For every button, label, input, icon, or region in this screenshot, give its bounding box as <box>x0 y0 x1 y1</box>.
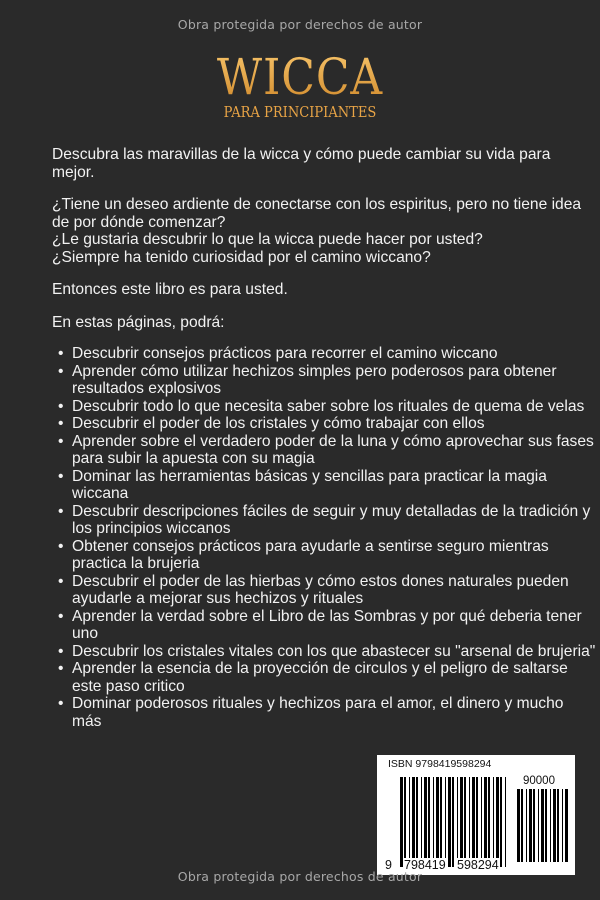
barcode-bar <box>404 777 406 867</box>
questions-paragraph <box>52 196 597 266</box>
barcode-bar <box>409 777 410 867</box>
list-item-text: Descubrir los cristales vitales con los que abastecer su "arsenal de brujeria" <box>72 642 596 660</box>
copyright-watermark-top: Obra protegida por derechos de autor <box>177 17 423 32</box>
bullet-icon: • <box>58 397 64 415</box>
barcode-bar <box>545 789 547 862</box>
list-item-text: Aprender cómo utilizar hechizos simples pero poderosos para obtener resultados explosivos <box>72 362 557 397</box>
barcode-bar <box>452 777 454 867</box>
barcode-bar <box>562 789 563 862</box>
list-item <box>52 538 597 573</box>
list-item-text: Descubrir el poder de los cristales y cómo trabajar con ellos <box>72 415 485 432</box>
list-item <box>52 468 597 503</box>
list-item-text: Descubrir descripciones fáciles de seguir y muy detalladas de la tradición y los principios wiccanos <box>72 502 591 537</box>
barcode-bar <box>445 777 446 867</box>
list-item <box>52 573 597 608</box>
barcode-bar <box>460 777 463 867</box>
barcode-digit-first: 9 <box>385 858 392 872</box>
list-item-text: Descubrir todo lo que necesita saber sobre los rituales de quema de velas <box>72 397 585 415</box>
list-intro: En estas páginas, podrá: <box>52 313 225 331</box>
barcode-bar <box>400 777 403 867</box>
bullet-icon: • <box>58 467 64 485</box>
price-code: 90000 <box>523 775 555 787</box>
list-item <box>52 345 597 363</box>
list-item-text: Obtener consejos prácticos para ayudarle a sentirse seguro mientras practica la brujeria <box>72 537 549 572</box>
barcode-bar <box>433 777 434 867</box>
barcode-bar <box>541 789 544 862</box>
list-item-text: Aprender la verdad sobre el Libro de las Sombras y por qué deberia tener uno <box>72 607 582 642</box>
barcode-bar <box>421 777 422 867</box>
barcode-bar <box>424 777 427 867</box>
list-item-text: Descubrir el poder de las hierbas y cómo estos dones naturales pueden ayudarle a mejorar sus hechizos y rituales <box>72 572 569 607</box>
barcode-bar <box>557 789 559 862</box>
book-title: WICCA <box>36 50 564 104</box>
bullet-icon: • <box>58 660 64 677</box>
list-item-text: Aprender la esencia de la proyección de circulos y el peligro de saltarse este paso critico <box>72 660 568 695</box>
bullet-icon: • <box>58 502 64 520</box>
barcode-bar <box>476 777 478 867</box>
barcode-bar <box>526 789 527 862</box>
barcode-bar <box>521 789 523 862</box>
barcode-bar <box>448 777 451 867</box>
barcode-bar <box>484 777 487 867</box>
intro-paragraph: Descubra las maravillas de la wicca y cómo puede cambiar su vida para mejor. <box>52 146 551 181</box>
barcode-bars <box>377 755 575 875</box>
back-cover-text <box>52 146 597 730</box>
list-item <box>52 643 597 661</box>
book-subtitle: PARA PRINCIPIANTES <box>223 105 377 121</box>
list-item <box>52 695 597 730</box>
bullet-icon: • <box>58 695 64 712</box>
question-line: ¿Siempre ha tenido curiosidad por el camino wiccano? <box>52 248 431 266</box>
list-item <box>52 415 597 433</box>
barcode-bar <box>472 777 475 867</box>
barcode-bar <box>533 789 535 862</box>
barcode-bar <box>440 777 442 867</box>
barcode-bar <box>436 777 439 867</box>
barcode-bar <box>550 789 551 862</box>
bullet-icon: • <box>58 362 64 380</box>
barcode-bar <box>481 777 482 867</box>
bullet-icon: • <box>58 607 64 625</box>
isbn-barcode <box>377 755 575 875</box>
list-item-text: Aprender sobre el verdadero poder de la luna y cómo aprovechar sus fases para subir la apuesta con su magia <box>72 432 594 467</box>
barcode-bar <box>488 777 490 867</box>
barcode-bar <box>416 777 418 867</box>
barcode-bar <box>553 789 556 862</box>
barcode-digits-group2: 598294 <box>457 858 499 872</box>
barcode-bar <box>565 789 568 862</box>
list-item <box>52 660 597 695</box>
barcode-bar <box>517 789 520 862</box>
list-item-text: Dominar las herramientas básicas y sencillas para practicar la magia wiccana <box>72 467 547 502</box>
list-item <box>52 433 597 468</box>
isbn-label: ISBN 9798419598294 <box>388 758 492 770</box>
bullet-icon: • <box>58 572 64 590</box>
barcode-bar <box>538 789 539 862</box>
barcode-bar <box>500 777 502 867</box>
barcode-bar <box>505 777 506 867</box>
list-item <box>52 363 597 398</box>
bullet-icon: • <box>58 642 64 660</box>
barcode-bar <box>496 777 499 867</box>
list-item <box>52 398 597 416</box>
list-item <box>52 503 597 538</box>
question-line: ¿Le gustaria descubrir lo que la wicca puede hacer por usted? <box>52 231 483 248</box>
barcode-bar <box>457 777 458 867</box>
list-item-text: Dominar poderosos rituales y hechizos para el amor, el dinero y mucho más <box>72 695 564 730</box>
bullet-icon: • <box>58 432 64 450</box>
bullet-icon: • <box>58 537 64 555</box>
benefits-list <box>52 345 597 730</box>
question-line: ¿Tiene un deseo ardiente de conectarse con los espiritus, pero no tiene idea de por dónde comenzar? <box>52 196 582 231</box>
barcode-bar <box>428 777 430 867</box>
barcode-bar <box>469 777 470 867</box>
barcode-bar <box>529 789 532 862</box>
bullet-icon: • <box>58 345 64 362</box>
barcode-bar <box>464 777 466 867</box>
barcode-bar <box>412 777 415 867</box>
barcode-bar <box>493 777 494 867</box>
list-item <box>52 608 597 643</box>
bullet-icon: • <box>58 415 64 432</box>
list-item-text: Descubrir consejos prácticos para recorrer el camino wiccano <box>72 345 498 362</box>
copyright-watermark-bottom: Obra protegida por derechos de autor <box>177 869 423 884</box>
barcode-digits-group1: 798419 <box>404 858 446 872</box>
pitch-line: Entonces este libro es para usted. <box>52 281 288 298</box>
